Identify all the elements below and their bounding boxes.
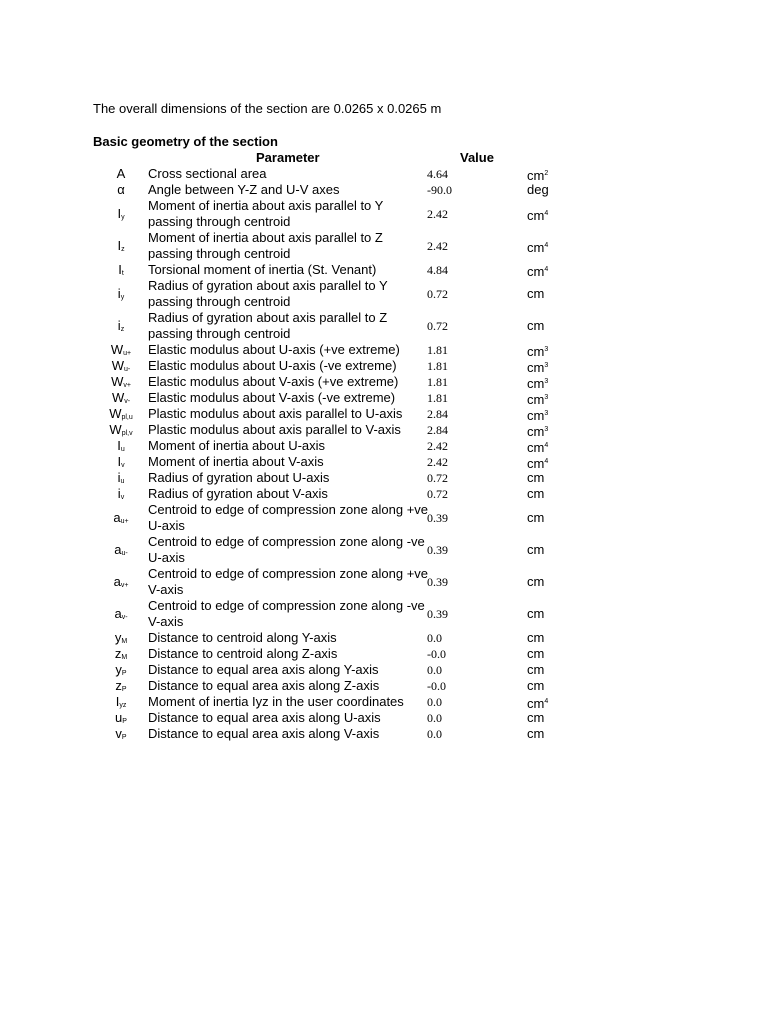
symbol-subscript: u- (124, 366, 131, 373)
symbol-base: y (114, 630, 122, 645)
unit-base: cm (527, 726, 545, 741)
unit-exponent: 4 (544, 458, 549, 465)
symbol-subscript: P (121, 734, 127, 741)
symbol-base: u (115, 710, 123, 725)
unit-base: cm (527, 542, 545, 557)
symbol-subscript: pl,v (121, 430, 133, 437)
parameter-symbol (100, 542, 142, 562)
symbol-base: A (116, 166, 126, 181)
parameter-value: 1.81 (427, 375, 448, 389)
parameter-description: passing through centroid (148, 294, 291, 309)
symbol-subscript: v- (124, 398, 131, 405)
parameter-unit (527, 542, 544, 558)
parameter-unit (527, 678, 544, 694)
table-row (0, 598, 768, 630)
parameter-description: U-axis (148, 550, 185, 565)
parameter-description: passing through centroid (148, 326, 291, 341)
parameter-description: Radius of gyration about axis parallel to Y (148, 278, 388, 293)
parameter-symbol (100, 726, 142, 746)
parameter-value: 0.0 (427, 711, 442, 725)
symbol-base: I (117, 454, 122, 469)
parameter-value: 0.0 (427, 631, 442, 645)
parameter-symbol (100, 318, 142, 338)
parameter-description: Distance to equal area axis along Y-axis (148, 662, 379, 677)
parameter-value: 2.42 (427, 207, 448, 221)
overall-dimensions-text: The overall dimensions of the section are 0.0265 x 0.0265 m (93, 101, 442, 116)
symbol-base: I (117, 438, 121, 453)
symbol-base: a (113, 510, 121, 525)
parameter-unit (527, 286, 544, 302)
parameter-value: 0.39 (427, 543, 448, 557)
symbol-subscript: z (121, 246, 125, 253)
parameter-description: Distance to centroid along Z-axis (148, 646, 338, 661)
table-row (0, 262, 768, 278)
table-row (0, 342, 768, 358)
parameter-unit (527, 710, 544, 726)
table-row (0, 694, 768, 710)
symbol-base: z (115, 678, 122, 693)
parameter-unit (527, 646, 544, 662)
parameter-description: Radius of gyration about V-axis (148, 486, 328, 501)
parameter-description: Distance to equal area axis along V-axis (148, 726, 380, 741)
parameter-value: 0.39 (427, 575, 448, 589)
parameter-description: Moment of inertia about V-axis (148, 454, 324, 469)
table-row (0, 198, 768, 230)
parameter-symbol (100, 286, 142, 306)
parameter-description: Centroid to edge of compression zone along +ve (148, 502, 429, 517)
parameter-description: Plastic modulus about axis parallel to U-axis (148, 406, 403, 421)
parameter-symbol (100, 238, 142, 258)
table-row (0, 454, 768, 470)
parameter-symbol (100, 574, 142, 594)
table-row (0, 166, 768, 182)
symbol-base: i (117, 286, 121, 301)
unit-base: cm (527, 376, 545, 391)
parameter-unit (527, 726, 544, 742)
unit-base: cm (527, 168, 545, 183)
parameter-unit (527, 470, 544, 486)
unit-base: cm (527, 440, 545, 455)
parameter-unit (527, 510, 544, 526)
parameter-description: Elastic modulus about U-axis (+ve extreme) (148, 342, 400, 357)
parameter-column-header: Parameter (256, 150, 320, 165)
symbol-subscript: yz (119, 702, 127, 709)
parameter-value: 1.81 (427, 391, 448, 405)
table-row (0, 310, 768, 342)
symbol-subscript: y (120, 294, 125, 301)
symbol-subscript: M (121, 638, 128, 645)
unit-base: cm (527, 678, 545, 693)
unit-base: cm (527, 392, 545, 407)
symbol-base: i (117, 470, 121, 485)
parameter-description: U-axis (148, 518, 185, 533)
unit-base: deg (527, 182, 549, 197)
table-row (0, 406, 768, 422)
parameter-value: 4.64 (427, 167, 448, 181)
unit-base: cm (527, 286, 545, 301)
parameter-description: Distance to equal area axis along U-axis (148, 710, 381, 725)
parameter-unit (527, 318, 544, 334)
parameter-description: V-axis (148, 614, 184, 629)
unit-base: cm (527, 606, 545, 621)
table-row (0, 710, 768, 726)
parameter-symbol (100, 182, 142, 198)
symbol-base: W (111, 390, 125, 405)
symbol-base: i (117, 318, 121, 333)
symbol-subscript: u+ (123, 350, 132, 357)
unit-base: cm (527, 264, 545, 279)
unit-base: cm (527, 574, 545, 589)
parameter-unit (527, 486, 544, 502)
section-title: Basic geometry of the section (93, 134, 278, 149)
parameter-value: 2.84 (427, 423, 448, 437)
parameter-value: 0.0 (427, 695, 442, 709)
symbol-base: I (118, 262, 122, 277)
parameter-value: 0.0 (427, 727, 442, 741)
symbol-subscript: z (120, 326, 125, 333)
unit-base: cm (527, 630, 545, 645)
parameter-description: Distance to centroid along Y-axis (148, 630, 337, 645)
symbol-base: W (109, 422, 122, 437)
symbol-base: W (111, 358, 125, 373)
parameter-value: 4.84 (427, 263, 448, 277)
parameter-description: passing through centroid (148, 214, 291, 229)
symbol-base: I (115, 694, 120, 709)
unit-base: cm (527, 696, 545, 711)
parameter-description: V-axis (148, 582, 184, 597)
symbol-subscript: y (121, 214, 125, 221)
geometry-table (0, 166, 768, 742)
parameter-symbol (100, 606, 142, 626)
table-row (0, 278, 768, 310)
parameter-symbol (100, 206, 142, 226)
unit-base: cm (527, 240, 545, 255)
parameter-unit (527, 630, 544, 646)
parameter-value: 2.42 (427, 439, 448, 453)
parameter-description: Torsional moment of inertia (St. Venant) (148, 262, 377, 277)
table-row (0, 358, 768, 374)
symbol-subscript: P (121, 670, 127, 677)
unit-base: cm (527, 424, 545, 439)
table-row (0, 678, 768, 694)
parameter-value: 2.42 (427, 239, 448, 253)
symbol-subscript: u- (121, 550, 128, 557)
symbol-subscript: u (120, 446, 125, 453)
parameter-value: 0.39 (427, 511, 448, 525)
parameter-description: Moment of inertia about U-axis (148, 438, 326, 453)
parameter-value: -90.0 (427, 183, 452, 197)
parameter-unit (527, 574, 544, 590)
parameter-symbol (100, 166, 142, 182)
unit-base: cm (527, 510, 545, 525)
unit-base: cm (527, 710, 545, 725)
unit-exponent: 3 (544, 378, 549, 385)
parameter-unit (527, 606, 544, 622)
table-row (0, 438, 768, 454)
unit-base: cm (527, 662, 545, 677)
unit-exponent: 2 (544, 170, 549, 177)
table-row (0, 390, 768, 406)
symbol-base: α (117, 182, 125, 197)
table-row (0, 374, 768, 390)
parameter-unit (527, 238, 548, 256)
parameter-value: 0.0 (427, 663, 442, 677)
parameter-value: 0.72 (427, 319, 448, 333)
table-row (0, 726, 768, 742)
unit-base: cm (527, 486, 545, 501)
unit-exponent: 4 (544, 698, 549, 705)
parameter-description: Plastic modulus about axis parallel to V-axis (148, 422, 401, 437)
parameter-description: Moment of inertia Iyz in the user coordinates (148, 694, 404, 709)
parameter-value: 0.72 (427, 287, 448, 301)
unit-exponent: 3 (544, 362, 549, 369)
symbol-subscript: u (120, 478, 125, 485)
symbol-subscript: u+ (120, 518, 129, 525)
parameter-unit (527, 662, 544, 678)
unit-base: cm (527, 318, 545, 333)
symbol-subscript: t (121, 270, 124, 277)
table-row (0, 182, 768, 198)
parameter-description: Elastic modulus about V-axis (+ve extreme) (148, 374, 399, 389)
table-row (0, 422, 768, 438)
parameter-description: Elastic modulus about V-axis (-ve extreme) (148, 390, 396, 405)
symbol-base: W (111, 374, 124, 389)
symbol-subscript: P (121, 686, 127, 693)
unit-base: cm (527, 408, 545, 423)
symbol-subscript: v+ (120, 582, 129, 589)
symbol-base: z (114, 646, 122, 661)
parameter-description: Angle between Y-Z and U-V axes (148, 182, 340, 197)
parameter-description: Moment of inertia about axis parallel to Y (148, 198, 384, 213)
unit-base: cm (527, 360, 545, 375)
parameter-description: Cross sectional area (148, 166, 267, 181)
symbol-subscript: v (121, 462, 125, 469)
table-row (0, 662, 768, 678)
unit-exponent: 4 (544, 242, 549, 249)
unit-exponent: 4 (544, 442, 549, 449)
table-row (0, 630, 768, 646)
table-row (0, 230, 768, 262)
symbol-subscript: pl,u (121, 414, 133, 421)
unit-exponent: 3 (544, 394, 549, 401)
symbol-base: i (117, 486, 121, 501)
parameter-description: Radius of gyration about axis parallel to Z (148, 310, 388, 325)
parameter-description: passing through centroid (148, 246, 291, 261)
unit-exponent: 4 (544, 266, 549, 273)
symbol-subscript: P (122, 718, 127, 725)
parameter-value: 0.39 (427, 607, 448, 621)
parameter-description: Centroid to edge of compression zone along +ve (148, 566, 429, 581)
symbol-base: a (114, 606, 122, 621)
parameter-description: Centroid to edge of compression zone along -ve (148, 598, 425, 613)
parameter-value: -0.0 (427, 647, 446, 661)
parameter-value: 2.42 (427, 455, 448, 469)
symbol-subscript: v+ (123, 382, 131, 389)
symbol-base: W (110, 342, 124, 357)
unit-exponent: 3 (544, 426, 549, 433)
parameter-value: 0.72 (427, 487, 448, 501)
symbol-base: y (115, 662, 122, 677)
table-row (0, 646, 768, 662)
symbol-subscript: v (120, 494, 125, 501)
unit-base: cm (527, 456, 545, 471)
parameter-description: Elastic modulus about U-axis (-ve extreme) (148, 358, 397, 373)
table-row (0, 566, 768, 598)
symbol-base: I (117, 238, 122, 253)
parameter-value: 1.81 (427, 343, 448, 357)
unit-exponent: 3 (544, 346, 549, 353)
parameter-value: 1.81 (427, 359, 448, 373)
parameter-description: Distance to equal area axis along Z-axis (148, 678, 380, 693)
parameter-value: 0.72 (427, 471, 448, 485)
parameter-description: Moment of inertia about axis parallel to Z (148, 230, 383, 245)
symbol-subscript: M (121, 654, 128, 661)
unit-exponent: 3 (544, 410, 549, 417)
symbol-subscript: v- (121, 614, 128, 621)
parameter-value: 2.84 (427, 407, 448, 421)
symbol-base: I (117, 206, 122, 221)
parameter-unit (527, 206, 548, 224)
parameter-description: Centroid to edge of compression zone along -ve (148, 534, 425, 549)
unit-base: cm (527, 470, 545, 485)
symbol-base: v (115, 726, 122, 741)
table-row (0, 486, 768, 502)
symbol-base: W (109, 406, 122, 421)
unit-base: cm (527, 208, 545, 223)
unit-base: cm (527, 344, 545, 359)
parameter-description: Radius of gyration about U-axis (148, 470, 330, 485)
parameter-unit (527, 182, 549, 198)
table-row (0, 534, 768, 566)
symbol-base: a (113, 574, 121, 589)
parameter-symbol (100, 510, 142, 530)
unit-exponent: 4 (544, 210, 549, 217)
unit-base: cm (527, 646, 545, 661)
value-column-header: Value (460, 150, 494, 165)
parameter-value: -0.0 (427, 679, 446, 693)
symbol-base: a (114, 542, 122, 557)
table-row (0, 470, 768, 486)
table-row (0, 502, 768, 534)
